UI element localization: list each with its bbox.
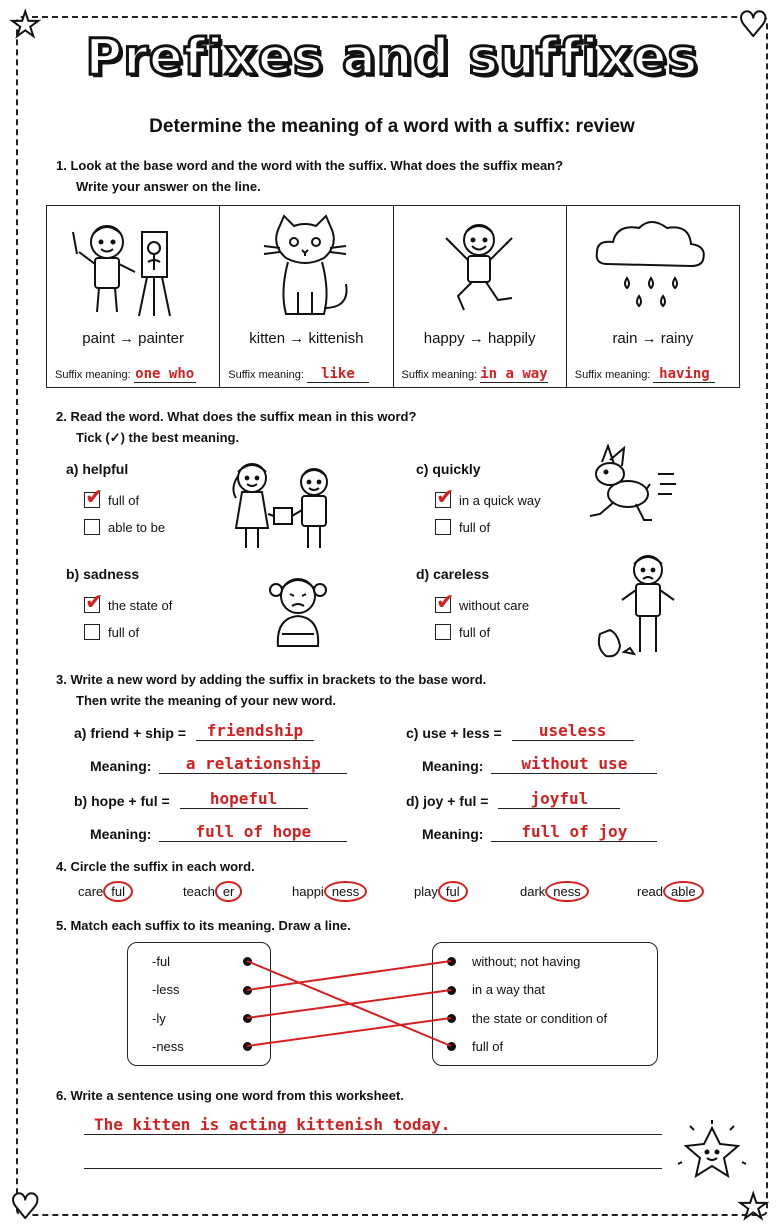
suffix-meaning-row: Suffix meaning: in a way [401,366,548,382]
suffix-meaning-row: Suffix meaning: like [228,366,369,383]
circled-suffix: ful [103,881,133,902]
option-row[interactable]: full of [435,624,490,640]
suffix-item: -ful [152,954,171,969]
meaning-row: Meaning: full of joy [422,823,657,842]
answer-blank[interactable]: joyful [498,790,620,809]
heart-icon: ♥ [738,5,769,45]
equation-row: a) friend + ship = friendship [74,722,314,741]
heart-icon: ♥ [10,1187,41,1227]
option-row[interactable]: full of [84,624,139,640]
equation-row: d) joy + ful = joyful [406,790,620,809]
word-pair: paint → painter [82,330,184,347]
meaning-item: without; not having [472,954,581,969]
word-pair: happy → happily [423,330,536,347]
word-pair: kitten → kittenish [249,330,364,347]
circled-suffix: ness [545,881,588,902]
item-title: b) sadness [66,566,140,582]
sentence-answer[interactable]: The kitten is acting kittenish today. [94,1115,451,1134]
circled-suffix: able [663,881,704,902]
question-4-prompt: 4. Circle the suffix in each word. [56,859,255,874]
suffix-item: -ly [152,1011,166,1026]
equation-row: c) use + less = useless [406,722,634,741]
question-2-prompt: 2. Read the word. What does the suffix mean in this word? Tick (✓) the best meaning. [56,409,417,445]
answer-blank[interactable]: full of joy [491,823,657,842]
circle-word[interactable]: teach er [183,884,242,899]
option-row[interactable]: ✔ the state of [84,597,172,613]
answer-blank[interactable]: without use [491,755,657,774]
suffix-item: -less [152,982,180,997]
match-line [247,1018,451,1046]
meaning-item: the state or condition of [472,1011,608,1026]
answer-blank[interactable]: having [653,366,715,383]
circled-suffix: ness [324,881,367,902]
suffix-meaning-row: Suffix meaning: one who [55,366,195,382]
item-title: a) helpful [66,461,129,477]
circled-suffix: er [215,881,243,902]
smiling-star-icon [676,1118,748,1184]
star-icon: ★ [10,5,41,45]
question-1-prompt: 1. Look at the base word and the word with the suffix. What does the suffix mean? Write your answer on the line. [56,158,564,194]
circle-word[interactable]: read able [637,884,704,899]
suffix-meaning-row: Suffix meaning: having [575,366,716,383]
answer-blank[interactable]: like [307,366,369,383]
option-row[interactable]: full of [435,519,490,535]
question-5-prompt: 5. Match each suffix to its meaning. Draw a line. [56,918,351,933]
circled-suffix: ful [438,881,468,902]
match-line [247,961,451,990]
option-row[interactable]: ✔ without care [435,597,529,613]
answer-blank[interactable]: one who [135,366,195,382]
suffix-item: -ness [152,1039,184,1054]
meaning-row: Meaning: full of hope [90,823,347,842]
answer-blank[interactable]: full of hope [159,823,347,842]
worksheet-title: Prefixes and suffixes [85,28,699,86]
circle-word[interactable]: dark ness [520,884,589,899]
answer-blank[interactable]: a relationship [159,755,347,774]
question-6-prompt: 6. Write a sentence using one word from this worksheet. [56,1088,404,1103]
item-title: c) quickly [416,461,481,477]
option-row[interactable]: able to be [84,519,165,535]
meaning-row: Meaning: without use [422,755,657,774]
answer-blank[interactable]: friendship [196,722,314,741]
word-pair: rain → rainy [612,330,694,347]
question-3-prompt: 3. Write a new word by adding the suffix in brackets to the base word. Then write the meaning of your new word. [56,672,487,708]
worksheet-subtitle: Determine the meaning of a word with a suffix: review [149,116,635,137]
answer-blank[interactable]: useless [512,722,634,741]
match-line [247,990,451,1018]
meaning-item: in a way that [472,982,545,997]
answer-blank[interactable]: hopeful [180,790,308,809]
option-row[interactable]: ✔ full of [84,492,139,508]
equation-row: b) hope + ful = hopeful [74,790,308,809]
answer-blank[interactable]: in a way [480,366,548,382]
option-row[interactable]: ✔ in a quick way [435,492,541,508]
circle-word[interactable]: happi ness [292,884,367,899]
circle-word[interactable]: play ful [414,884,468,899]
meaning-item: full of [472,1039,504,1054]
writing-line [84,1134,662,1135]
circle-word[interactable]: care ful [78,884,133,899]
star-icon: ★ [738,1187,769,1227]
meaning-row: Meaning: a relationship [90,755,347,774]
item-title: d) careless [416,566,490,582]
writing-line [84,1168,662,1169]
